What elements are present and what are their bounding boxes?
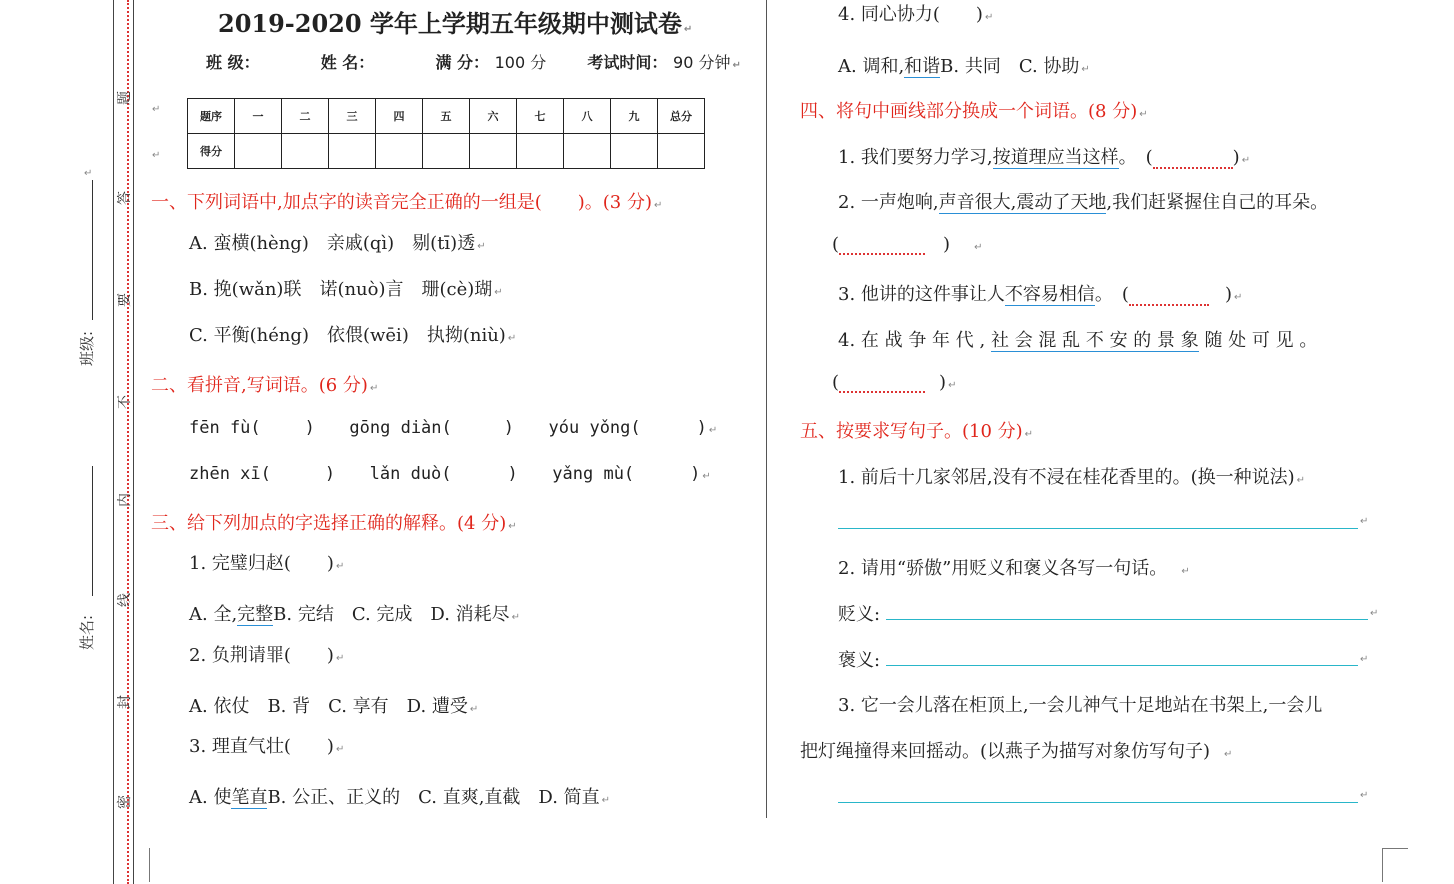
q1-option-b: B. 挽(wǎn)联 诺(nuò)言 珊(cè)瑚 ↵ [189,279,503,300]
q1-option-c: C. 平衡(héng) 依偎(wēi) 执拗(niù) ↵ [189,325,517,346]
score-table [187,98,705,169]
exam-time-value: 90 分钟 [673,53,731,72]
answer-line[interactable] [838,802,1358,803]
q5-bao-label: 褒义: [838,650,881,671]
return-mark: ↵ [1370,608,1379,619]
q2-heading: 二、看拼音,写词语。(6 分) ↵ [151,375,379,396]
full-score-label: 满 分： [435,53,490,72]
q2-row-2: zhēn xī( ) lǎn duò( ) yǎng mù( ) ↵ [189,464,711,484]
score-input-cell[interactable] [564,134,611,169]
answer-blank[interactable] [1129,300,1209,306]
q4-item-2: 2. 一声炮响,声音很大,震动了天地,我们赶紧握住自己的耳朵。 [838,192,1329,213]
q1-heading: 一、下列词语中,加点字的读音完全正确的一组是( )。(3 分) ↵ [151,192,663,213]
table-cell: 八 [564,99,611,134]
return-mark: ↵ [1360,654,1369,665]
q4-item-4-answer: ( ) ↵ [832,372,957,393]
return-mark: ↵ [84,168,93,179]
table-cell: 题序 [188,99,235,134]
table-cell: 得分 [188,134,235,169]
binding-char: 封 [117,695,133,709]
page-title: 2019-2020 学年上学期五年级期中测试卷 ↵ [218,9,693,38]
table-cell: 四 [376,99,423,134]
binding-wavy-mark [127,0,137,884]
q4-item-4: 4. 在 战 争 年 代 , 社 会 混 乱 不 安 的 景 象 随 处 可 见 。 [838,330,1318,351]
q3-heading: 三、给下列加点的字选择正确的解释。(4 分) ↵ [151,513,517,534]
score-input-cell[interactable] [611,134,658,169]
answer-line[interactable] [886,665,1358,666]
q4-item-1: 1. 我们要努力学习,按道理应当这样。 ( ) ↵ [838,147,1251,168]
answer-blank[interactable] [839,387,925,393]
binding-line-outer [113,0,114,884]
answer-line[interactable] [838,528,1358,529]
score-table-header-row [188,99,705,134]
binding-char: 答 [117,191,133,205]
binding-class-label: 班级: [78,330,96,366]
answer-blank[interactable] [1153,163,1233,169]
exam-time-label: 考试时间： [587,53,668,72]
name-label: 姓 名： [320,53,375,72]
score-input-cell[interactable] [517,134,564,169]
q1-item-4-options: A. 调和,和谐B. 共同 C. 协助 ↵ [838,56,1090,77]
full-score-value: 100 分 [494,53,547,72]
q4-item-3: 3. 他讲的这件事让人不容易相信。 ( ) ↵ [838,284,1243,305]
binding-char: 密 [117,795,133,809]
page-divider [766,0,767,818]
score-input-cell[interactable] [658,134,705,169]
q3-item-1-options: A. 全,完整B. 完结 C. 完成 D. 消耗尽 ↵ [189,604,521,625]
q5-heading: 五、按要求写句子。(10 分) ↵ [800,421,1034,442]
table-cell: 二 [282,99,329,134]
binding-char: 不 [117,395,133,409]
q5-item-2: 2. 请用“骄傲”用贬义和褒义各写一句话。 ↵ [838,558,1190,579]
q3-item-3-options: A. 使笔直B. 公正、正义的 C. 直爽,直截 D. 简直 ↵ [189,787,611,808]
table-cell: 六 [470,99,517,134]
q3-item-1: 1. 完璧归赵( ) ↵ [189,553,345,574]
binding-char: 要 [117,293,133,307]
score-input-cell[interactable] [376,134,423,169]
return-mark: ↵ [152,104,161,115]
binding-char: 题 [117,91,133,105]
binding-class-line [92,180,93,320]
q1-option-a: A. 蛮横(hèng) 亲戚(qì) 剔(tī)透 ↵ [189,233,486,254]
q5-item-1: 1. 前后十几家邻居,没有不浸在桂花香里的。(换一种说法) ↵ [838,467,1306,488]
q3-item-2: 2. 负荆请罪( ) ↵ [189,645,345,666]
answer-blank[interactable] [839,249,925,255]
q5-item-3: 3. 它一会儿落在柜顶上,一会儿神气十足地站在书架上,一会儿 [838,695,1323,716]
q4-item-2-answer: ( ) ↵ [832,234,983,255]
score-table-score-row [188,134,705,169]
binding-name-line [92,466,93,596]
q3-item-2-options: A. 依仗 B. 背 C. 享有 D. 遭受 ↵ [189,696,479,717]
binding-char: 线 [117,593,133,607]
table-cell: 七 [517,99,564,134]
student-info-row: 班 级： 姓 名： 满 分： 100 分 考试时间： 90 分钟 ↵ [206,53,741,72]
binding-name-label: 姓名: [78,614,96,650]
q3-item-3: 3. 理直气壮( ) ↵ [189,736,345,757]
score-input-cell[interactable] [423,134,470,169]
table-cell: 九 [611,99,658,134]
table-cell: 三 [329,99,376,134]
class-label: 班 级： [206,53,260,72]
return-mark: ↵ [1360,516,1369,527]
page-corner-mark [136,848,150,882]
q5-item-3-cont: 把灯绳撞得来回摇动。(以燕子为描写对象仿写句子) ↵ [800,741,1233,762]
q5-bian-label: 贬义: [838,604,881,625]
answer-line[interactable] [886,619,1368,620]
q4-heading: 四、将句中画线部分换成一个词语。(8 分) ↵ [800,101,1148,122]
q2-row-1: fēn fù( ) gōng diàn( ) yóu yǒng( ) ↵ [189,418,718,438]
score-input-cell[interactable] [470,134,517,169]
return-mark: ↵ [152,150,161,161]
table-cell: 五 [423,99,470,134]
return-mark: ↵ [1360,790,1369,801]
score-input-cell[interactable] [235,134,282,169]
binding-char: 内 [117,493,133,507]
page-corner-mark [1382,848,1408,882]
table-cell: 总分 [658,99,705,134]
table-cell: 一 [235,99,282,134]
q1-item-4: 4. 同心协力( ) ↵ [838,4,994,25]
score-input-cell[interactable] [329,134,376,169]
score-input-cell[interactable] [282,134,329,169]
